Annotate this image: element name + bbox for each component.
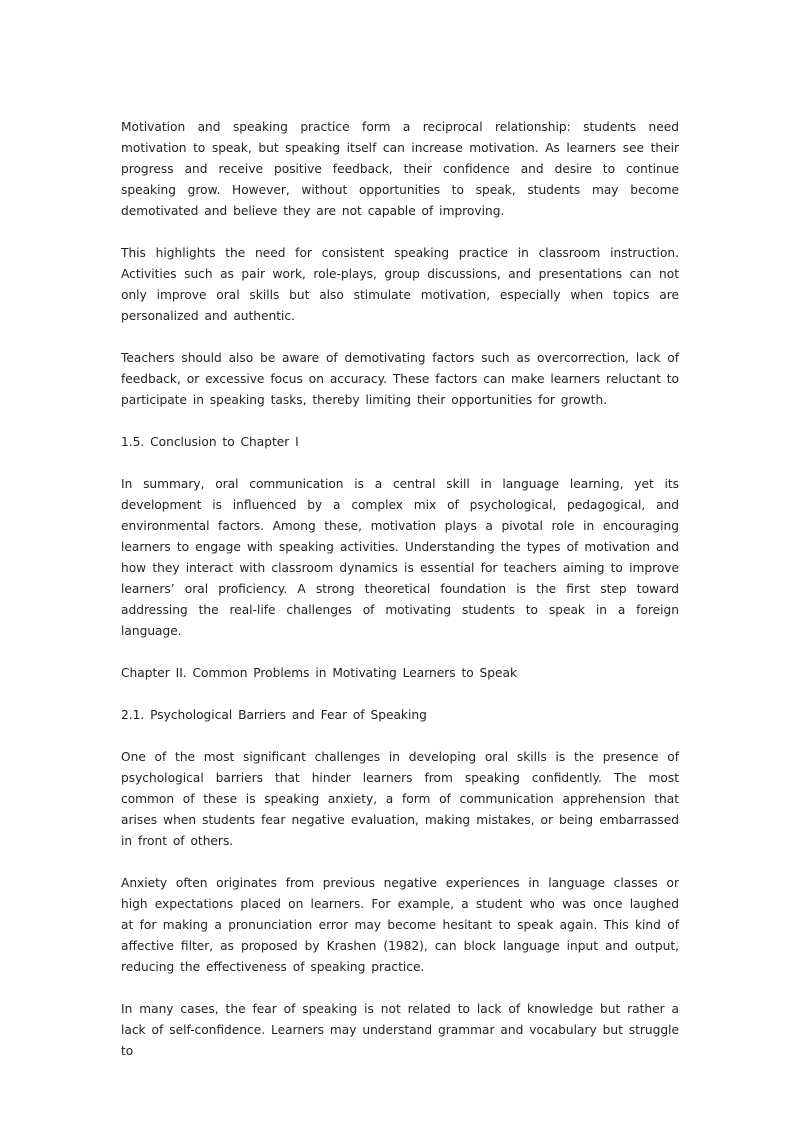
section-heading-psychological-barriers: 2.1. Psychological Barriers and Fear of Speaking xyxy=(121,708,427,722)
document-page xyxy=(121,117,679,1083)
paragraph-reciprocal-relationship: Motivation and speaking practice form a reciprocal relationship: students need motivation to speak, but speaking itself can increase motivation. As learners see their progress and receive positive feedback, their confidence and desire to continue speaking grow. However, without opportunities to speak, students may become demotivated and believe they are not capable of improving. xyxy=(121,120,679,218)
paragraph-self-confidence: In many cases, the fear of speaking is not related to lack of knowledge but rather a lack of self-confidence. Learners may understand grammar and vocabulary but struggle to xyxy=(121,1002,679,1058)
paragraph-anxiety-origins: Anxiety often originates from previous negative experiences in language classes or high expectations placed on learners. For example, a student who was once laughed at for making a pronunciation error may become hesitant to speak again. This kind of affective filter, as proposed by Krashen (1982), can block language input and output, reducing the effectiveness of speaking practice. xyxy=(121,876,679,974)
paragraph-demotivating-factors: Teachers should also be aware of demotivating factors such as overcorrection, lack of feedback, or excessive focus on accuracy. These factors can make learners reluctant to participate in speaking tasks, thereby limiting their opportunities for growth. xyxy=(121,351,679,407)
chapter-heading: Chapter II. Common Problems in Motivating Learners to Speak xyxy=(121,666,518,680)
section-heading-conclusion: 1.5. Conclusion to Chapter I xyxy=(121,435,299,449)
paragraph-summary: In summary, oral communication is a central skill in language learning, yet its development is influenced by a complex mix of psychological, pedagogical, and environmental factors. Among these, motivation plays a pivotal role in encouraging learners to engage with speaking activities. Understanding the types of motivation and how they interact with classroom dynamics is essential for teachers aiming to improve learners’ oral proficiency. A strong theoretical foundation is the first step toward addressing the real-life challenges of motivating students to speak in a foreign language. xyxy=(121,477,679,638)
paragraph-speaking-practice: This highlights the need for consistent speaking practice in classroom instruction. Activities such as pair work, role-plays, group discussions, and presentations can not only improve oral skills but also stimulate motivation, especially when topics are personalized and authentic. xyxy=(121,246,679,323)
paragraph-speaking-anxiety: One of the most significant challenges in developing oral skills is the presence of psychological barriers that hinder learners from speaking confidently. The most common of these is speaking anxiety, a form of communication apprehension that arises when students fear negative evaluation, making mistakes, or being embarrassed in front of others. xyxy=(121,750,679,848)
